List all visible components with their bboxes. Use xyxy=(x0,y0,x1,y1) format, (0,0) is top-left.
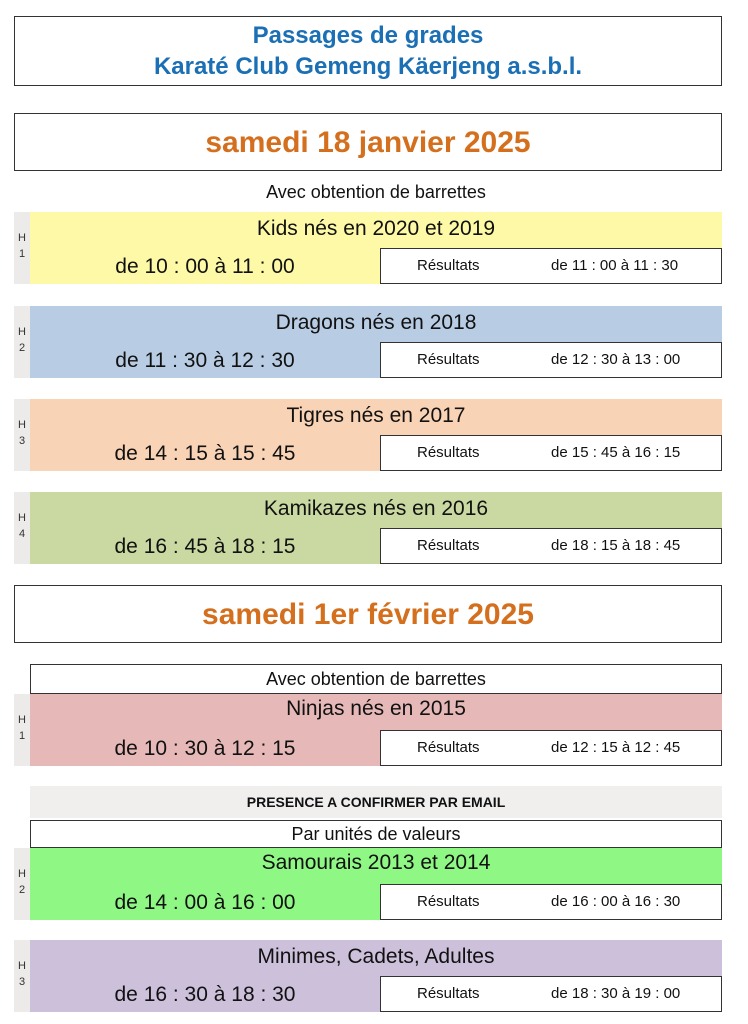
results-label: Résultats xyxy=(417,257,480,274)
session-time: de 14 : 00 à 16 : 00 xyxy=(114,891,296,914)
session-time: de 14 : 15 à 15 : 45 xyxy=(114,442,296,465)
results-time: de 18 : 15 à 18 : 45 xyxy=(551,537,681,554)
session-time: de 10 : 00 à 11 : 00 xyxy=(115,255,295,278)
barrettes-note-2: Avec obtention de barrettes xyxy=(30,664,722,694)
session-group-minimes-cadets-adultes xyxy=(30,940,722,1012)
session-label-h3: H 3 xyxy=(14,940,30,1012)
group-title: Dragons nés en 2018 xyxy=(275,311,477,334)
session-time: de 16 : 30 à 18 : 30 xyxy=(114,983,296,1006)
page-title xyxy=(14,16,722,86)
session-group-kamikazes xyxy=(30,492,722,564)
session-label-h1: H 1 xyxy=(14,694,30,766)
session-label-h2: H 2 xyxy=(14,306,30,378)
results-label: Résultats xyxy=(417,537,480,554)
results-time: de 11 : 00 à 11 : 30 xyxy=(551,257,679,274)
confirm-presence-notice: PRESENCE A CONFIRMER PAR EMAIL xyxy=(30,786,722,818)
results-box xyxy=(380,528,722,564)
session-label-h2: H 2 xyxy=(14,848,30,920)
results-label: Résultats xyxy=(417,893,480,910)
results-box xyxy=(380,884,722,920)
results-box xyxy=(380,976,722,1012)
results-label: Résultats xyxy=(417,985,480,1002)
title-line-1: Passages de grades xyxy=(252,22,484,49)
group-title: Samourais 2013 et 2014 xyxy=(261,851,491,874)
units-note: Par unités de valeurs xyxy=(30,820,722,848)
results-label: Résultats xyxy=(417,739,480,756)
results-time: de 12 : 30 à 13 : 00 xyxy=(551,351,681,368)
group-title: Kamikazes nés en 2016 xyxy=(263,497,489,520)
barrettes-note-1: Avec obtention de barrettes xyxy=(266,182,486,202)
results-time: de 15 : 45 à 16 : 15 xyxy=(551,444,681,461)
session-time: de 11 : 30 à 12 : 30 xyxy=(115,349,295,372)
date-heading-2: samedi 1er février 2025 xyxy=(14,585,722,643)
group-title: Tigres nés en 2017 xyxy=(286,404,466,427)
session-group-tigres xyxy=(30,399,722,471)
group-title: Kids nés en 2020 et 2019 xyxy=(256,217,496,240)
session-group-dragons xyxy=(30,306,722,378)
results-label: Résultats xyxy=(417,351,480,368)
results-time: de 16 : 00 à 16 : 30 xyxy=(551,893,681,910)
club-name: Karaté Club Gemeng Käerjeng a.s.b.l. xyxy=(153,53,583,80)
session-label-h4: H 4 xyxy=(14,492,30,564)
results-box xyxy=(380,730,722,766)
session-label-h1: H 1 xyxy=(14,212,30,284)
results-box xyxy=(380,435,722,471)
session-time: de 16 : 45 à 18 : 15 xyxy=(114,535,296,558)
session-group-ninjas xyxy=(30,694,722,766)
group-title: Ninjas nés en 2015 xyxy=(286,697,466,720)
results-label: Résultats xyxy=(417,444,480,461)
session-time: de 10 : 30 à 12 : 15 xyxy=(114,737,296,760)
date-heading-1: samedi 18 janvier 2025 xyxy=(14,113,722,171)
results-time: de 12 : 15 à 12 : 45 xyxy=(551,739,681,756)
results-time: de 18 : 30 à 19 : 00 xyxy=(551,985,681,1002)
session-group-kids xyxy=(30,212,722,284)
results-box xyxy=(380,342,722,378)
session-label-h3: H 3 xyxy=(14,399,30,471)
session-group-samourais xyxy=(30,848,722,920)
group-title: Minimes, Cadets, Adultes xyxy=(257,945,495,968)
results-box xyxy=(380,248,722,284)
